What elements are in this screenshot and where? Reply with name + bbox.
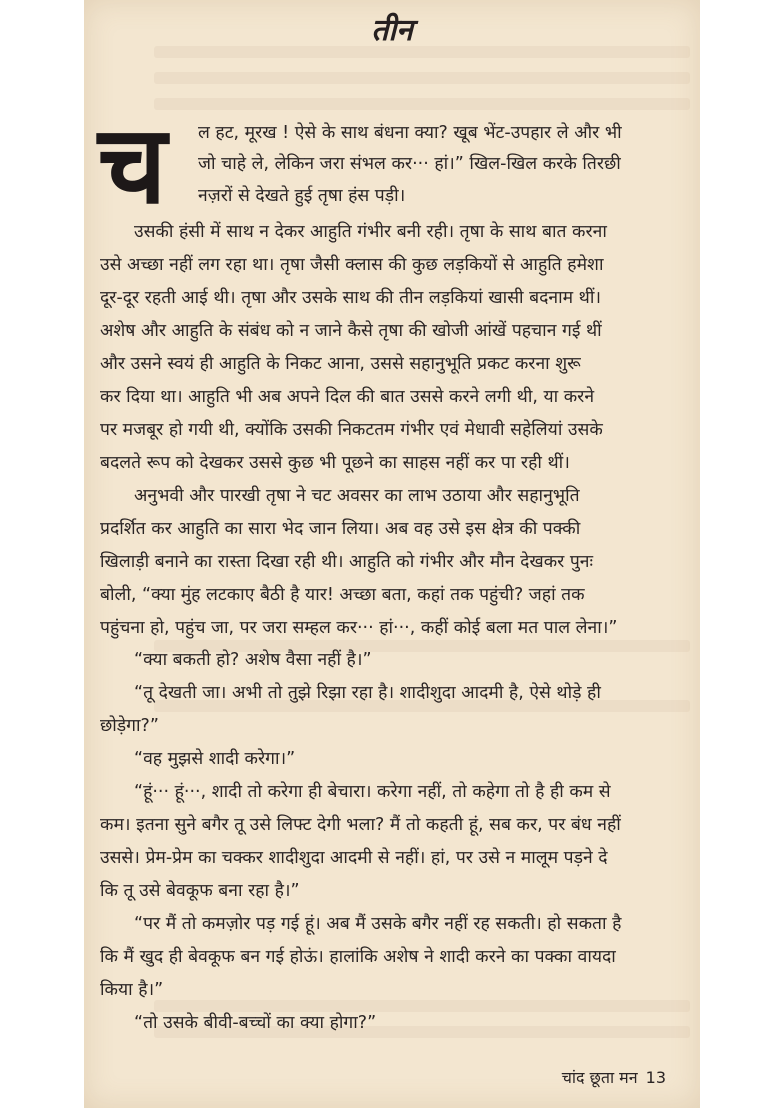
text-line: उसकी हंसी में साथ न देकर आहुति गंभीर बनी रही। तृषा के साथ बात करना [134,222,607,242]
text-line: “क्या बकती हो? अशेष वैसा नहीं है।” [134,650,372,670]
text-line: अशेष और आहुति के संबंध को न जाने कैसे तृषा की खोजी आंखें पहचान गई थीं [100,321,602,341]
text-line: कर दिया था। आहुति भी अब अपने दिल की बात उससे करने लगी थी, या करने [100,387,595,407]
lead-line: ल हट, मूरख ! ऐसे के साथ बंधना क्या? खूब भेंट-उपहार ले और भी [198,123,622,143]
chapter-title: तीन [371,13,413,48]
text-line: कि मैं खुद ही बेवकूफ बन गई होऊं। हालांकि अशेष ने शादी करने का पक्का वायदा [100,947,616,967]
text-line: और उसने स्वयं ही आहुति के निकट आना, उससे सहानुभूति प्रकट करना शुरू [100,354,581,374]
text-line: कम। इतना सुने बगैर तू उसे लिफ्ट देगी भला? मैं तो कहती हूं, सब कर, पर बंध नहीं [100,815,621,835]
page-footer [554,1066,666,1088]
text-line: दूर-दूर रहती आई थी। तृषा और उसके साथ की तीन लड़कियां खासी बदनाम थीं। [100,288,602,308]
text-line: “वह मुझसे शादी करेगा।” [134,749,296,769]
text-line: पर मजबूर हो गयी थी, क्योंकि उसकी निकटतम गंभीर एवं मेधावी सहेलियां उसके [100,420,603,440]
text-line: उसे अच्छा नहीं लग रहा था। तृषा जैसी क्लास की कुछ लड़कियों से आहुति हमेशा [100,255,604,275]
page-number: 13 [645,1068,666,1087]
show-through-line [154,98,690,110]
text-line: बोली, “क्या मुंह लटकाए बैठी है यार! अच्छा बता, कहां तक पहुंची? जहां तक [100,585,585,605]
text-line: खिलाड़ी बनाने का रास्ता दिखा रही थी। आहुति को गंभीर और मौन देखकर पुनः [100,552,594,572]
drop-cap: च [98,103,167,228]
text-line: प्रदर्शित कर आहुति का सारा भेद जान लिया। अब वह उसे इस क्षेत्र की पक्की [100,519,581,539]
text-line: किया है।” [100,980,164,1000]
text-line: छोड़ेगा?” [100,716,159,736]
book-page [84,0,700,1108]
text-line: उससे। प्रेम-प्रेम का चक्कर शादीशुदा आदमी से नहीं। हां, पर उसे न मालूम पड़ने दे [100,848,608,868]
book-title: चांद छूता मन [561,1068,638,1087]
text-line: “हूं··· हूं···, शादी तो करेगा ही बेचारा। करेगा नहीं, तो कहेगा तो है ही कम से [134,782,611,802]
text-line: अनुभवी और पारखी तृषा ने चट अवसर का लाभ उठाया और सहानुभूति [134,486,580,506]
text-line: “तो उसके बीवी-बच्चों का क्या होगा?” [134,1013,377,1033]
lead-line: नज़रों से देखते हुई तृषा हंस पड़ी। [198,186,406,206]
text-line: बदलते रूप को देखकर उससे कुछ भी पूछने का साहस नहीं कर पा रही थीं। [100,453,570,473]
text-line: “तू देखती जा। अभी तो तुझे रिझा रहा है। शादीशुदा आदमी है, ऐसे थोड़े ही [134,683,601,703]
text-line: “पर मैं तो कमज़ोर पड़ गई हूं। अब मैं उसके बगैर नहीं रह सकती। हो सकता है [134,914,622,934]
show-through-line [154,72,690,84]
text-line: पहुंचना हो, पहुंच जा, पर जरा सम्हल कर··· हां···, कहीं कोई बला मत पाल लेना।” [100,618,618,638]
lead-line: जो चाहे ले, लेकिन जरा संभल कर··· हां।” खिल-खिल करके तिरछी [198,154,621,174]
text-line: कि तू उसे बेवकूफ बना रहा है।” [100,881,300,901]
